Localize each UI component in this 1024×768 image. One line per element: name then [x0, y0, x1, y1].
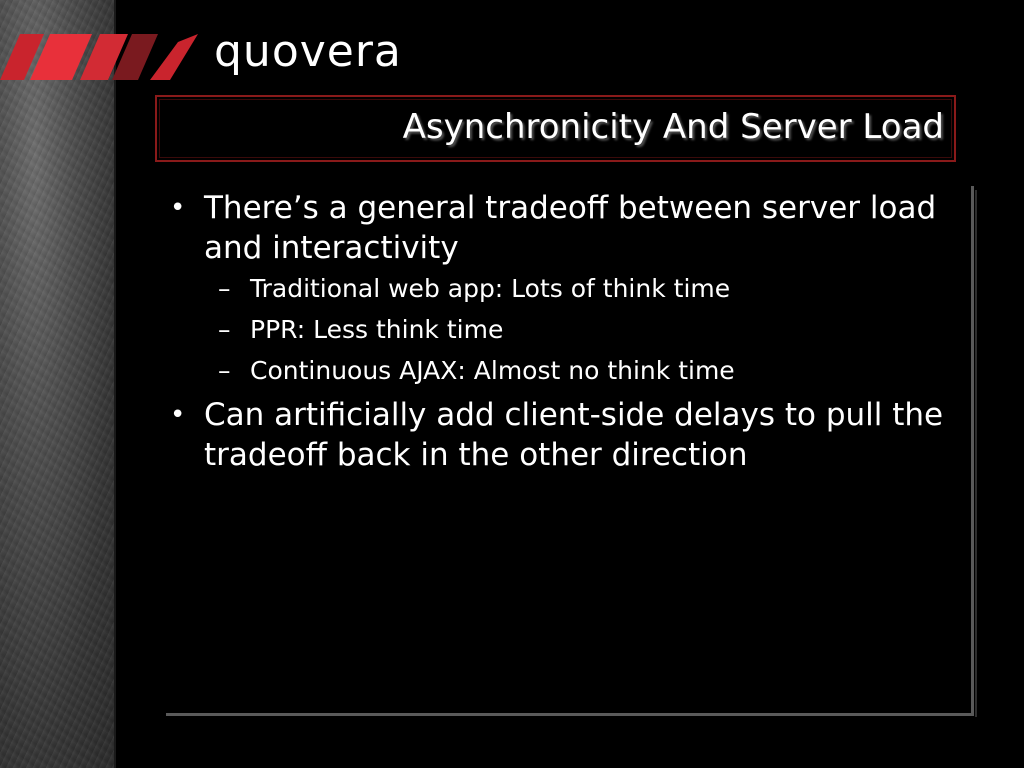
sub-bullet-item: [166, 309, 956, 350]
bullet-item: [166, 395, 956, 475]
sub-bullet-item: [166, 268, 956, 309]
dash-icon: –: [218, 274, 231, 303]
title-box: [155, 95, 956, 162]
stripe-5: [150, 34, 198, 80]
side-texture-strip: [0, 0, 116, 768]
brand-stripes-icon: [0, 34, 200, 80]
bullet-dot-icon: •: [170, 193, 186, 223]
bullet-list: [166, 188, 956, 475]
sub-bullet-text: PPR: Less think time: [250, 315, 504, 344]
bullet-item: [166, 188, 956, 268]
brand-logo: quovera: [214, 26, 402, 77]
sub-bullet-text: Traditional web app: Lots of think time: [250, 274, 731, 303]
dash-icon: –: [218, 315, 231, 344]
bullet-text: Can artificially add client-side delays to pull the tradeoff back in the other direction: [204, 397, 944, 473]
sub-bullet-text: Continuous AJAX: Almost no think time: [250, 356, 735, 385]
bullet-text: There’s a general tradeoff between server load and interactivity: [204, 190, 937, 266]
sub-bullet-item: [166, 350, 956, 391]
dash-icon: –: [218, 356, 231, 385]
slide-title: Asynchronicity And Server Load: [402, 107, 944, 147]
header-band: [0, 0, 1024, 90]
bullet-dot-icon: •: [170, 400, 186, 430]
